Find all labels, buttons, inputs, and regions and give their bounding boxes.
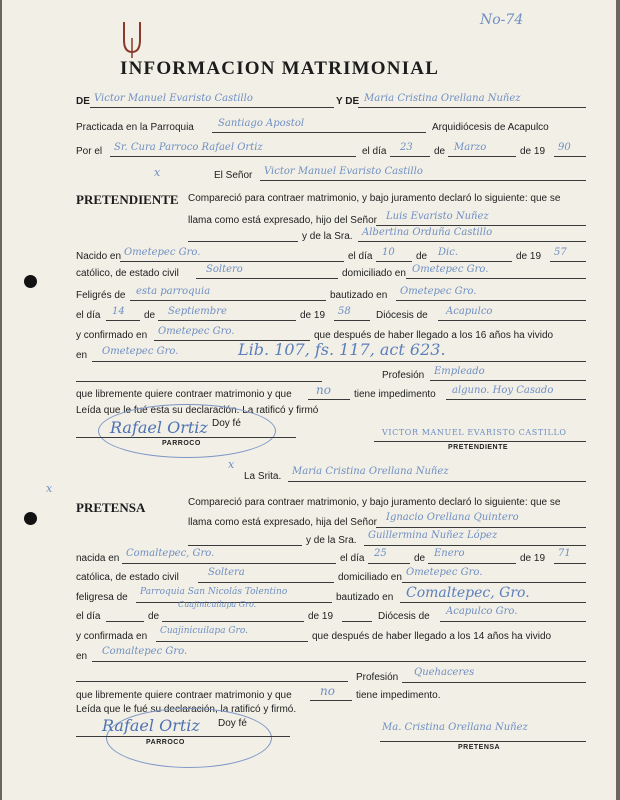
pretendiente-domicile: Ometepec Gro. <box>412 264 489 275</box>
la-srita-label: La Srita. <box>244 471 282 482</box>
pretendiente-impedimento-note: alguno. Hoy Casado <box>452 385 554 396</box>
pretendiente-profession: Empleado <box>434 366 485 377</box>
binder-hole-top <box>24 275 37 288</box>
pretendiente-despues-text: que después de haber llegado a los 16 años ha vivido <box>314 330 554 341</box>
pretensa-en-label: en <box>76 651 88 662</box>
pretensa-confirmed-in: Cuajinicuilapa Gro. <box>160 626 248 636</box>
pretendiente-baptized-in: Ometepec Gro. <box>400 286 477 297</box>
pretensa-llama-text: llama como está expresado, hija del Señor <box>188 517 377 528</box>
pretensa-de2-label: de <box>148 611 160 622</box>
pretendiente-libremente-text: que libremente quiere contraer matrimonio y que <box>76 389 292 400</box>
document-title: INFORMACION MATRIMONIAL <box>120 58 440 79</box>
de-19-label: de 19 <box>520 146 546 157</box>
pretensa-lived-in: Comaltepec Gro. <box>102 646 188 657</box>
pretensa-doy-fe: Doy fé <box>218 718 247 729</box>
pretensa-el-dia2-label: el día <box>76 611 101 622</box>
pretensa-domiciliado-label: domiciliado en <box>338 572 402 583</box>
confirmada-label: y confirmada en <box>76 631 148 642</box>
clip-mark-icon <box>120 18 144 60</box>
pretendiente-impedimento-answer: no <box>316 383 331 397</box>
nacido-label: Nacido en <box>76 251 122 262</box>
catolico-label: católico, de estado civil <box>76 268 179 279</box>
pretensa-compare-text: Compareció para contraer matrimonio, y bajo juramento declaró lo siguiente: que se <box>188 497 561 508</box>
pretensa-label: PRETENSA <box>458 744 501 751</box>
pretendiente-y-sra-label: y de la Sra. <box>302 231 353 242</box>
pretensa-birth-month: Enero <box>434 548 465 559</box>
parroquia-label: Practicada en la Parroquia <box>76 122 194 133</box>
pretensa-de-label: de <box>414 553 426 564</box>
parroco-label-1: PARROCO <box>162 440 201 447</box>
feligres-label: Feligrés de <box>76 290 126 301</box>
el-senor-value: Victor Manuel Evaristo Castillo <box>264 166 423 177</box>
pretensa-birth-year: 71 <box>558 548 571 559</box>
bride-name: Maria Cristina Orellana Nuñez <box>364 93 521 104</box>
catolica-label: católica, de estado civil <box>76 572 179 583</box>
pretendiente-diocesis-label: Diócesis de <box>376 310 428 321</box>
pretensa-profesion-label: Profesión <box>356 672 399 683</box>
pretendiente-leida-text: Leída que le fué esta su declaración. La ratificó y firmó <box>76 405 319 416</box>
por-el-value: Sr. Cura Parroco Rafael Ortiz <box>114 142 263 153</box>
pretensa-feligresa-value: Parroquia San Nicolás Tolentino <box>140 587 288 597</box>
pretensa-y-sra-label: y de la Sra. <box>306 535 357 546</box>
pretendiente-birth-year: 57 <box>554 247 567 258</box>
parroco-label-2: PARROCO <box>146 739 185 746</box>
el-senor-label: El Señor <box>214 170 253 181</box>
pretensa-bautizado-label: bautizado en <box>336 592 394 603</box>
header-month: Marzo <box>454 142 487 153</box>
x-mark-3: x <box>46 482 53 495</box>
pretendiente-civil-status: Soltero <box>206 264 243 275</box>
pretendiente-bautizado-label: bautizado en <box>330 290 388 301</box>
book-reference: Lib. 107, fs. 117, act 623. <box>238 340 446 359</box>
pretendiente-lived-in: Ometepec Gro. <box>102 346 179 357</box>
pretendiente-father: Luis Evaristo Nuñez <box>386 211 489 222</box>
arquidiocesis-label: Arquidiócesis de Acapulco <box>432 122 549 133</box>
pretensa-de-19b-label: de 19 <box>308 611 334 622</box>
pretendiente-signature: VICTOR MANUEL EVARISTO CASTILLO <box>382 428 567 437</box>
pretendiente-birthplace: Ometepec Gro. <box>124 247 201 258</box>
pretensa-birth-day: 25 <box>374 548 387 559</box>
pretendiente-el-dia2-label: el día <box>76 310 101 321</box>
pretendiente-feligres-value: esta parroquia <box>136 286 211 297</box>
pretensa-libremente-text: que libremente quiere contraer matrimonio y que <box>76 690 292 701</box>
la-srita-value: Maria Cristina Orellana Nuñez <box>292 466 449 477</box>
parroco-signature-1: Rafael Ortiz <box>110 418 208 437</box>
document-number: No-74 <box>480 12 524 28</box>
groom-name: Victor Manuel Evaristo Castillo <box>94 93 253 104</box>
pretensa-impedimento-answer: no <box>320 684 335 698</box>
nacida-label: nacida en <box>76 553 120 564</box>
confirmado-label: y confirmado en <box>76 330 148 341</box>
pretendiente-el-dia-label: el día <box>348 251 373 262</box>
parroquia-value: Santiago Apostol <box>218 118 305 129</box>
pretensa-bapt-note: Cuajinicuilapa Gro. <box>178 600 257 609</box>
pretendiente-profesion-label: Profesión <box>382 370 425 381</box>
pretendiente-birth-day: 10 <box>382 247 395 258</box>
pretensa-birthplace: Comaltepec, Gro. <box>126 548 215 559</box>
pretensa-heading: PRETENSA <box>76 500 146 515</box>
pretensa-leida-text: Leída que le fué su declaración, la ratificó y firmó. <box>76 704 297 715</box>
pretendiente-bapt-month: Septiembre <box>168 306 227 317</box>
pretensa-mother: Guillermina Nuñez López <box>368 530 498 541</box>
feligresa-label: feligresa de <box>76 592 128 603</box>
por-el-label: Por el <box>76 146 103 157</box>
pretensa-de-19-label: de 19 <box>520 553 546 564</box>
pretendiente-de-19-label: de 19 <box>516 251 542 262</box>
pretensa-diocesis-label: Diócesis de <box>378 611 430 622</box>
header-day: 23 <box>400 142 413 153</box>
de-label: DE <box>76 96 90 107</box>
pretendiente-mother: Albertina Orduña Castillo <box>362 227 493 238</box>
y-de-label: Y DE <box>336 96 360 107</box>
pretensa-father: Ignacio Orellana Quintero <box>386 512 519 523</box>
pretendiente-en-label: en <box>76 350 88 361</box>
pretendiente-doy-fe: Doy fé <box>212 418 241 429</box>
header-year: 90 <box>558 142 571 153</box>
pretendiente-domiciliado-label: domiciliado en <box>342 268 406 279</box>
pretensa-signature: Ma. Cristina Orellana Nuñez <box>382 722 528 733</box>
pretensa-tiene-label: tiene impedimento. <box>356 690 441 701</box>
pretendiente-bapt-day: 14 <box>112 306 125 317</box>
binder-hole-bottom <box>24 512 37 525</box>
pretendiente-birth-month: Dic. <box>438 247 458 258</box>
document-page <box>2 0 616 800</box>
x-mark: x <box>154 166 161 179</box>
parroco-signature-2: Rafael Ortiz <box>102 716 200 735</box>
pretensa-el-dia-label: el día <box>340 553 365 564</box>
de-label-2: de <box>434 146 446 157</box>
pretendiente-confirmed-in: Ometepec Gro. <box>158 326 235 337</box>
pretensa-profession: Quehaceres <box>414 667 475 678</box>
pretensa-baptized-in: Comaltepec, Gro. <box>406 585 530 601</box>
x-mark-2: x <box>228 458 235 471</box>
pretendiente-de-19b-label: de 19 <box>300 310 326 321</box>
pretendiente-tiene-label: tiene impedimento <box>354 389 436 400</box>
pretendiente-de2-label: de <box>144 310 156 321</box>
pretendiente-compare-text: Compareció para contraer matrimonio, y bajo juramento declaró lo siguiente: que se <box>188 193 561 204</box>
pretendiente-bapt-year: 58 <box>338 306 351 317</box>
pretendiente-de-label: de <box>416 251 428 262</box>
pretendiente-diocese: Acapulco <box>446 306 493 317</box>
pretensa-despues-text: que después de haber llegado a los 14 años ha vivido <box>312 631 552 642</box>
pretensa-domicile: Ometepec Gro. <box>406 567 483 578</box>
pretendiente-label: PRETENDIENTE <box>448 444 509 451</box>
pretendiente-llama-text: llama como está expresado, hijo del Señor <box>188 215 377 226</box>
pretensa-diocese: Acapulco Gro. <box>446 606 518 617</box>
pretensa-civil-status: Soltera <box>208 567 245 578</box>
el-dia-label: el día <box>362 146 387 157</box>
pretendiente-heading: PRETENDIENTE <box>76 192 179 207</box>
